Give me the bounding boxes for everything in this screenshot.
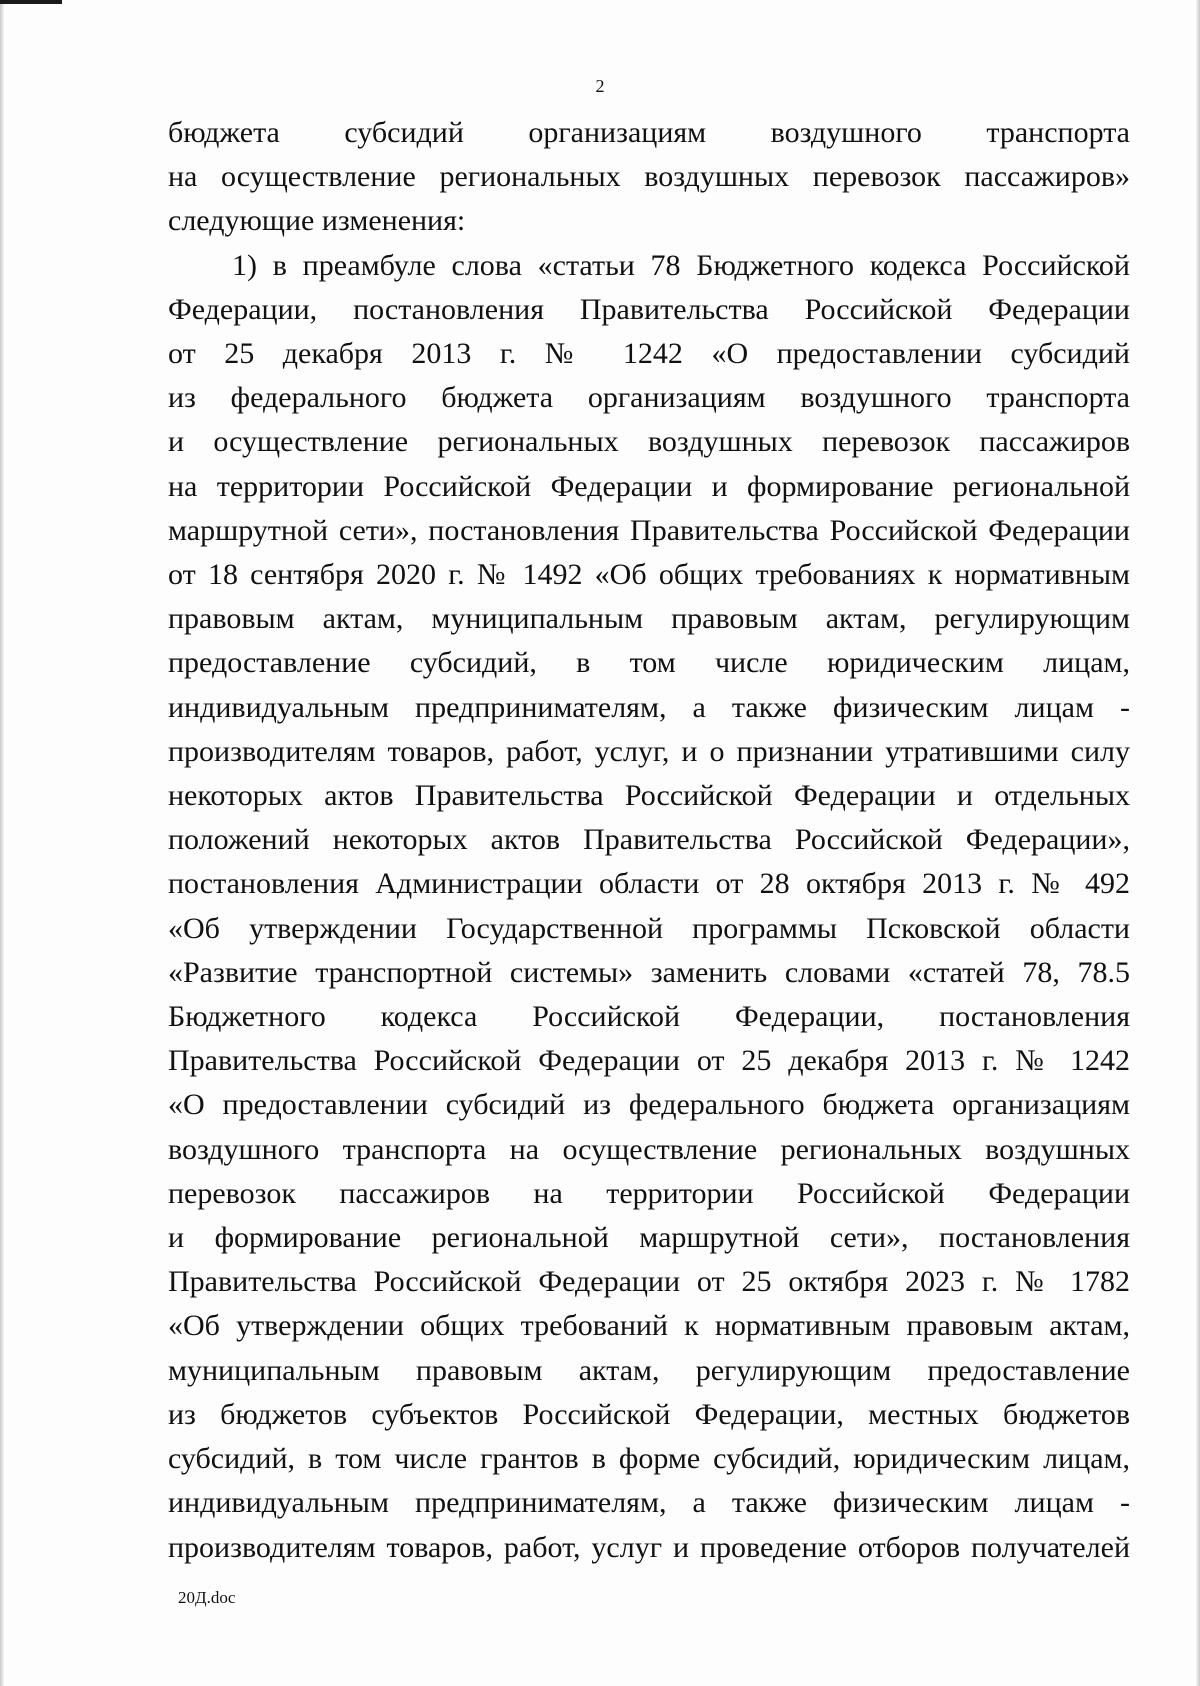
footer-file-name: 20Д.doc	[178, 1588, 236, 1607]
text-line: воздушного транспорта на осуществление региональных воздушных	[168, 1132, 1130, 1166]
document-body	[168, 111, 1130, 1570]
text-line: из бюджетов субъектов Российской Федерации, местных бюджетов	[168, 1397, 1130, 1431]
corner-mark	[0, 0, 62, 4]
scan-edge-right	[1196, 0, 1200, 1686]
text-line: от 18 сентября 2020 г. № 1492 «Об общих требованиях к нормативным	[168, 558, 1130, 592]
text-line: «Об утверждении общих требований к нормативным правовым актам,	[168, 1309, 1130, 1343]
text-line: Правительства Российской Федерации от 25 декабря 2013 г. № 1242	[168, 1044, 1130, 1078]
text-line: «Развитие транспортной системы» заменить словами «статей 78, 78.5	[168, 955, 1130, 989]
text-line: предоставление субсидий, в том числе юридическим лицам,	[168, 646, 1130, 680]
text-line: муниципальным правовым актам, регулирующим предоставление	[168, 1353, 1130, 1387]
text-line: субсидий, в том числе грантов в форме субсидий, юридическим лицам,	[168, 1442, 1130, 1476]
text-line: маршрутной сети», постановления Правительства Российской Федерации	[168, 513, 1130, 547]
text-line: «Об утверждении Государственной программы Псковской области	[168, 911, 1130, 945]
text-line: перевозок пассажиров на территории Российской Федерации	[168, 1176, 1130, 1210]
page-number: 2	[595, 76, 605, 96]
text-line: от 25 декабря 2013 г. № 1242 «О предоставлении субсидий	[168, 337, 1130, 371]
text-line: «О предоставлении субсидий из федерального бюджета организациям	[168, 1088, 1130, 1122]
text-line: производителям товаров, работ, услуг, и о признании утратившими силу	[168, 734, 1130, 768]
text-line: из федерального бюджета организациям воздушного транспорта	[168, 381, 1130, 415]
text-line: Правительства Российской Федерации от 25 октября 2023 г. № 1782	[168, 1265, 1130, 1299]
text-line: Федерации, постановления Правительства Российской Федерации	[168, 292, 1130, 326]
text-line: правовым актам, муниципальным правовым актам, регулирующим	[168, 602, 1130, 636]
text-line: на осуществление региональных воздушных перевозок пассажиров»	[168, 160, 1130, 194]
text-line: производителям товаров, работ, услуг и проведение отборов получателей	[168, 1530, 1130, 1564]
text-line: некоторых актов Правительства Российской Федерации и отдельных	[168, 779, 1130, 813]
text-line: на территории Российской Федерации и формирование региональной	[168, 469, 1130, 503]
text-line: Бюджетного кодекса Российской Федерации, постановления	[168, 1000, 1130, 1034]
text-line: постановления Администрации области от 28 октября 2013 г. № 492	[168, 867, 1130, 901]
text-line: и осуществление региональных воздушных перевозок пассажиров	[168, 425, 1130, 459]
text-line: и формирование региональной маршрутной сети», постановления	[168, 1221, 1130, 1255]
text-line: бюджета субсидий организациям воздушного транспорта	[168, 116, 1130, 149]
text-line: положений некоторых актов Правительства Российской Федерации»,	[168, 823, 1130, 857]
scan-edge-left	[0, 0, 4, 1686]
text-line: индивидуальным предпринимателям, а также физическим лицам -	[168, 690, 1130, 724]
paragraph-first-line: 1) в преамбуле слова «статьи 78 Бюджетного кодекса Российской	[232, 248, 1130, 282]
text-line: индивидуальным предпринимателям, а также физическим лицам -	[168, 1486, 1130, 1520]
text-line: следующие изменения:	[168, 204, 466, 238]
